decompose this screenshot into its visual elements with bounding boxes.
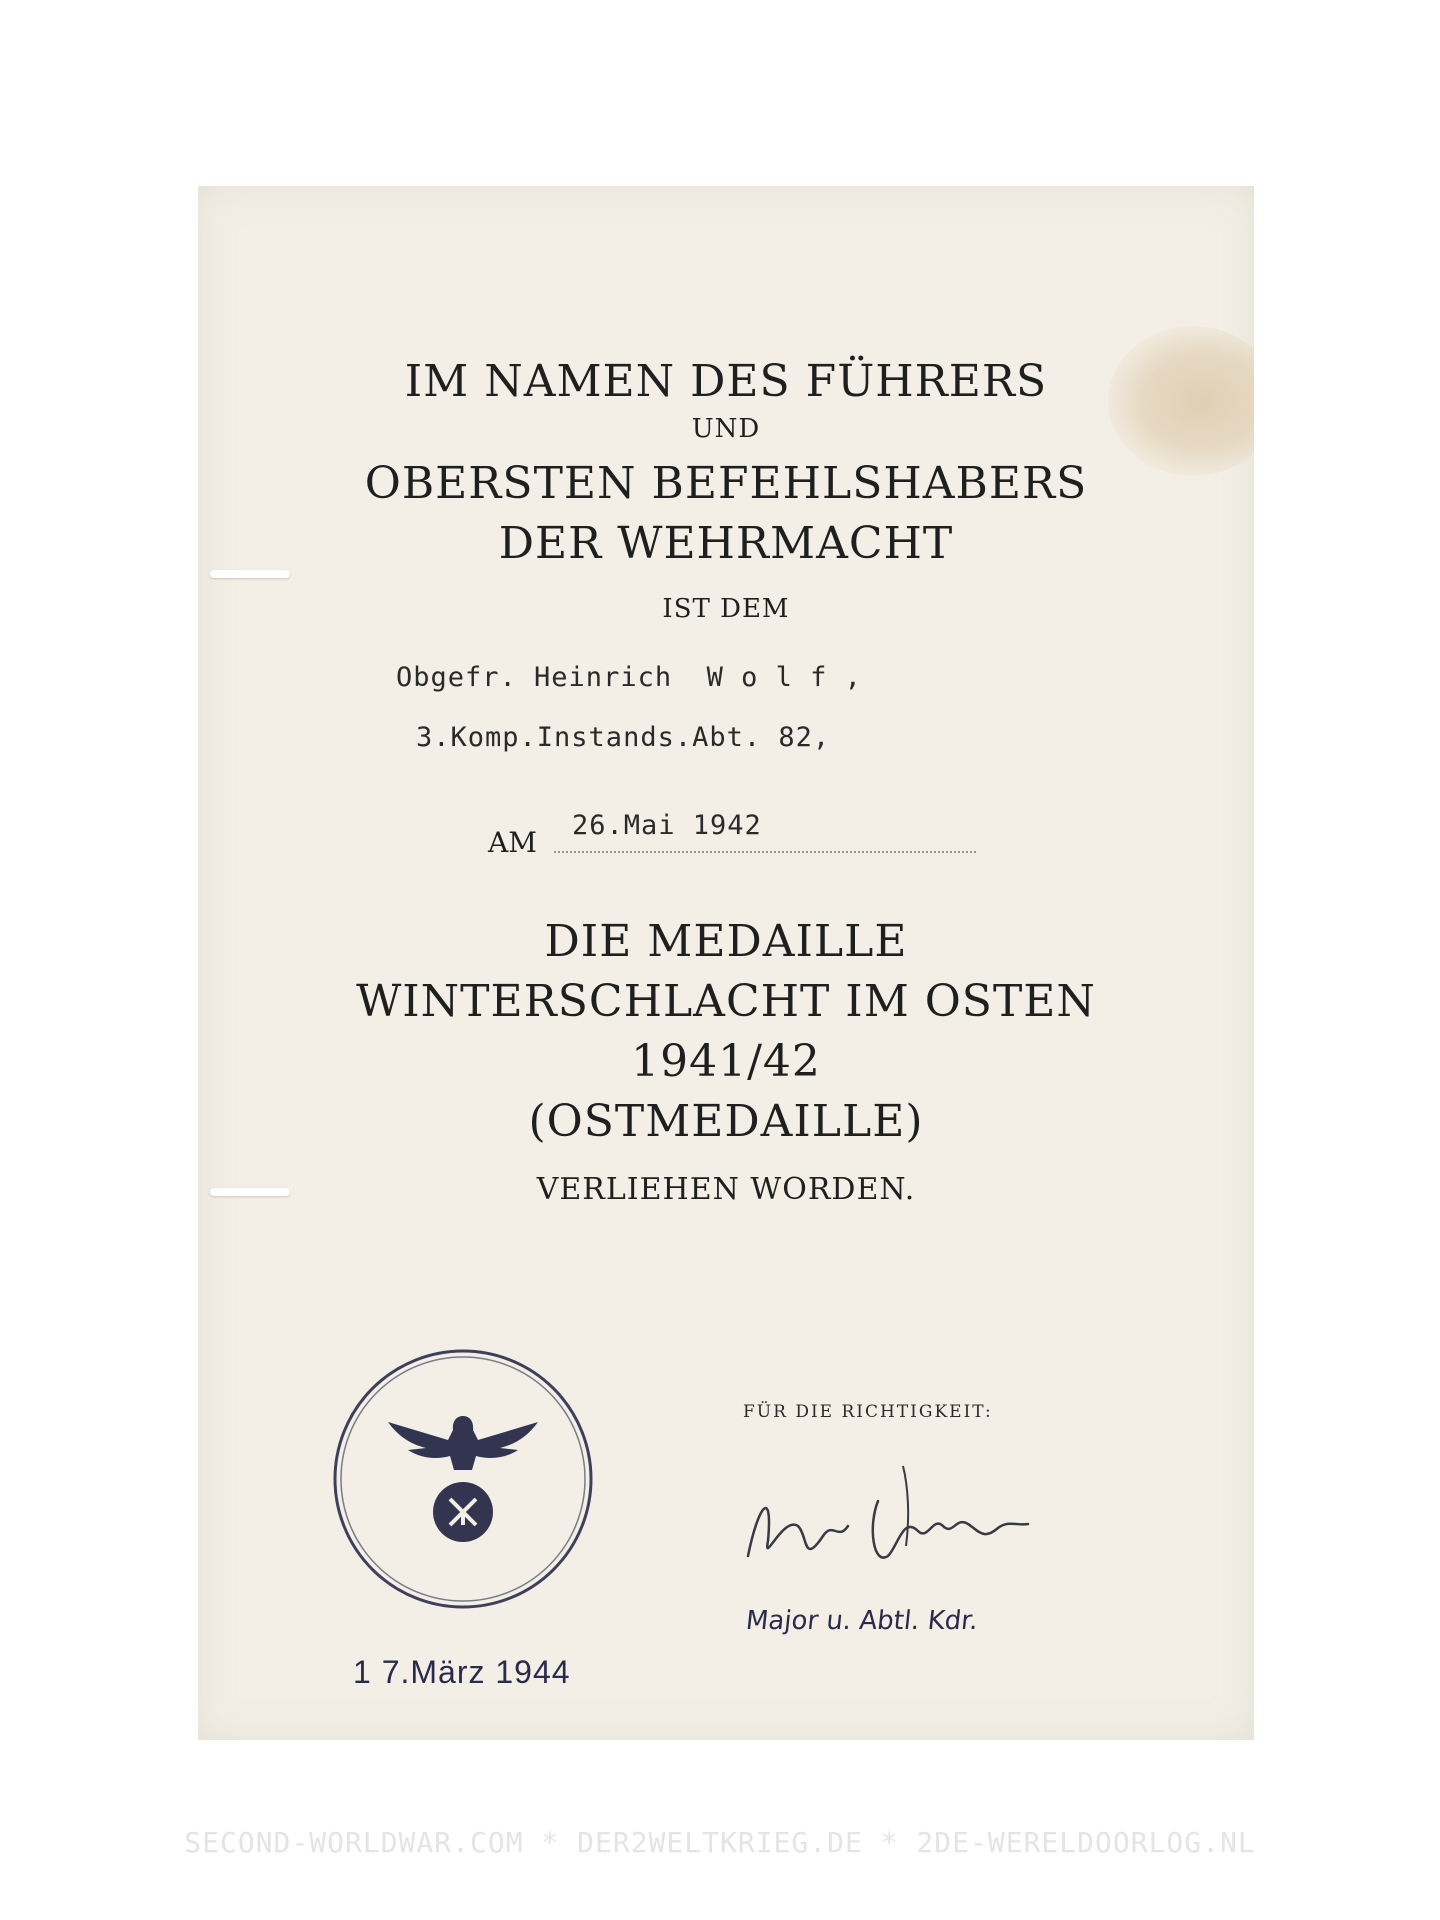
award-date-dotted-line: [554, 851, 976, 853]
award-line-2: WINTERSCHLACHT IM OSTEN: [356, 976, 1096, 1027]
site-watermark: SECOND-WORLDWAR.COM * DER2WELTKRIEG.DE * 2DE-WERELDOORLOG.NL: [184, 1826, 1256, 1859]
award-line-4: (OSTMEDAILLE): [528, 1096, 924, 1147]
heading-line-2: UND: [691, 414, 761, 444]
heading-line-1: IM NAMEN DES FÜHRERS: [404, 356, 1048, 407]
award-line-3: 1941/42: [631, 1036, 821, 1087]
heading-line-5: IST DEM: [662, 594, 790, 624]
recipient-unit: 3.Komp.Instands.Abt. 82,: [416, 722, 831, 753]
award-line-5: VERLIEHEN WORDEN.: [536, 1172, 916, 1207]
heading-line-3: OBERSTEN BEFEHLSHABERS: [364, 458, 1088, 509]
heading-line-4: DER WEHRMACHT: [498, 518, 954, 569]
official-seal: [328, 1344, 598, 1614]
handwritten-signature: [728, 1446, 1048, 1596]
signature-rank: Major u. Abtl. Kdr.: [744, 1606, 980, 1636]
recipient-name: Obgefr. Heinrich W o l f ,: [396, 662, 862, 693]
certificate-document: [198, 186, 1254, 1740]
attestation-label: FÜR DIE RICHTIGKEIT:: [743, 1402, 993, 1422]
stamp-date: 1 7.März 1944: [353, 1654, 571, 1690]
award-date-value: 26.Mai 1942: [572, 810, 762, 841]
award-date-label: AM: [488, 826, 537, 859]
punch-hole: [210, 570, 290, 578]
award-line-1: DIE MEDAILLE: [544, 916, 908, 967]
